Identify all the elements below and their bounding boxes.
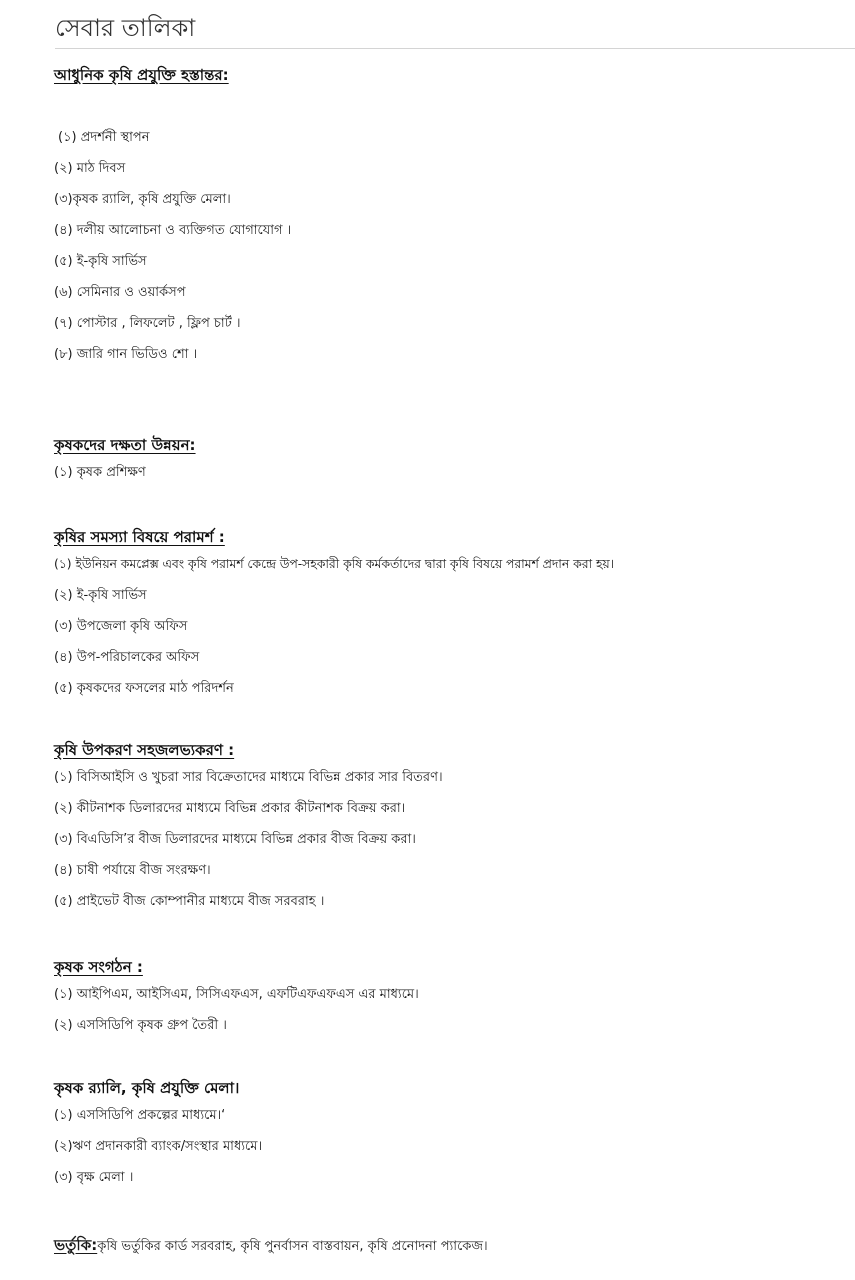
section-heading: কৃষক সংগঠন : <box>54 958 143 976</box>
item-list <box>54 762 849 917</box>
list-item: (১) এসসিডিপি প্রকল্পের মাধ্যমে।‘ <box>54 1108 226 1123</box>
item-list <box>54 1100 849 1193</box>
section-heading: কৃষি উপকরণ সহজলভ্যকরণ : <box>54 741 235 759</box>
list-item: (১) ইউনিয়ন কমপ্লেক্স এবং কৃষি পরামর্শ কেন্দ্রে উপ-সহকারী কৃষি কর্মকর্তাদের দ্বারা কৃষি বিষয়ে পরামর্শ প্রদান করা হয়। <box>54 557 615 571</box>
list-item: (৩)কৃষক র‌্যালি, কৃষি প্রযুক্তি মেলা। <box>54 192 231 207</box>
list-item: (২) এসসিডিপি কৃষক গ্রুপ তৈরী । <box>54 1018 227 1033</box>
section-heading: কৃষির সমস্যা বিষয়ে পরামর্শ : <box>54 528 225 546</box>
list-item: (৪) দলীয় আলোচনা ও ব্যক্তিগত যোগাযোগ । <box>54 223 292 238</box>
section-heading: কৃষক র‌্যালি, কৃষি প্রযুক্তি মেলা। <box>54 1079 240 1097</box>
section-farmer-organization <box>54 956 849 1041</box>
subsidy-row <box>54 1234 849 1258</box>
list-item: (৪) চাষী পর্যায়ে বীজ সংরক্ষণ। <box>54 863 211 878</box>
section-farmer-skills <box>54 434 849 488</box>
item-list <box>54 549 849 704</box>
list-item: (১) কৃষক প্রশিক্ষণ <box>54 465 146 480</box>
list-item: (৮) জারি গান ভিডিও শো । <box>54 347 198 362</box>
section-advisory <box>54 526 849 704</box>
list-item: (১) আইপিএম, আইসিএম, সিসিএফএস, এফটিএফএফএস এর মাধ্যমে। <box>54 987 419 1002</box>
list-item: (৭) পোস্টার , লিফলেট , ফ্লিপ চার্ট । <box>54 316 241 331</box>
list-item: (২) কীটনাশক ডিলারদের মাধ্যমে বিভিন্ন প্রকার কীটনাশক বিক্রয় করা। <box>54 801 406 816</box>
section-rally-fair <box>54 1077 849 1193</box>
list-item: (৩) বৃক্ষ মেলা । <box>54 1170 134 1185</box>
section-heading: কৃষকদের দক্ষতা উন্নয়ন: <box>54 436 196 454</box>
list-item: (২)ঋণ প্রদানকারী ব্যাংক/সংস্থার মাধ্যমে। <box>54 1139 263 1154</box>
list-item: (৩) উপজেলা কৃষি অফিস <box>54 619 188 634</box>
list-item: (১) বিসিআইসি ও খুচরা সার বিক্রেতাদের মাধ্যমে বিভিন্ন প্রকার সার বিতরণ। <box>54 770 443 785</box>
list-item: (৪) উপ-পরিচালকের অফিস <box>54 650 200 665</box>
page-title: সেবার তালিকা <box>55 14 196 42</box>
list-item: (৩) বিএডিসি’র বীজ ডিলারদের মাধ্যমে বিভিন্ন প্রকার বীজ বিক্রয় করা। <box>54 832 416 847</box>
list-item: (২) মাঠ দিবস <box>54 161 126 176</box>
list-item: (৫) কৃষকদের ফসলের মাঠ পরিদর্শন <box>54 681 234 696</box>
item-list <box>54 457 849 488</box>
section-input-availability <box>54 739 849 917</box>
list-item: (৫) প্রাইভেট বীজ কোম্পানীর মাধ্যমে বীজ সরবরাহ । <box>54 894 325 909</box>
list-item: (৫) ই-কৃষি সার্ভিস <box>54 254 147 269</box>
item-list <box>54 979 849 1041</box>
item-list <box>54 122 849 370</box>
list-item: (১) প্রদর্শনী স্থাপন <box>58 130 150 145</box>
subsidy-text: কৃষি ভর্তুকির কার্ড সরবরাহ, কৃষি পুনর্বাসন বাস্তবায়ন, কৃষি প্রনোদনা প্যাকেজ। <box>97 1239 488 1254</box>
subsidy-label: ভর্তুকি: <box>54 1236 98 1254</box>
section-technology-transfer <box>54 64 849 370</box>
list-item: (২) ই-কৃষি সার্ভিস <box>54 588 147 603</box>
title-divider <box>55 48 855 49</box>
section-heading: আধুনিক কৃষি প্রযুক্তি হস্তান্তর: <box>54 66 229 84</box>
list-item: (৬) সেমিনার ও ওয়ার্কসপ <box>54 285 186 300</box>
